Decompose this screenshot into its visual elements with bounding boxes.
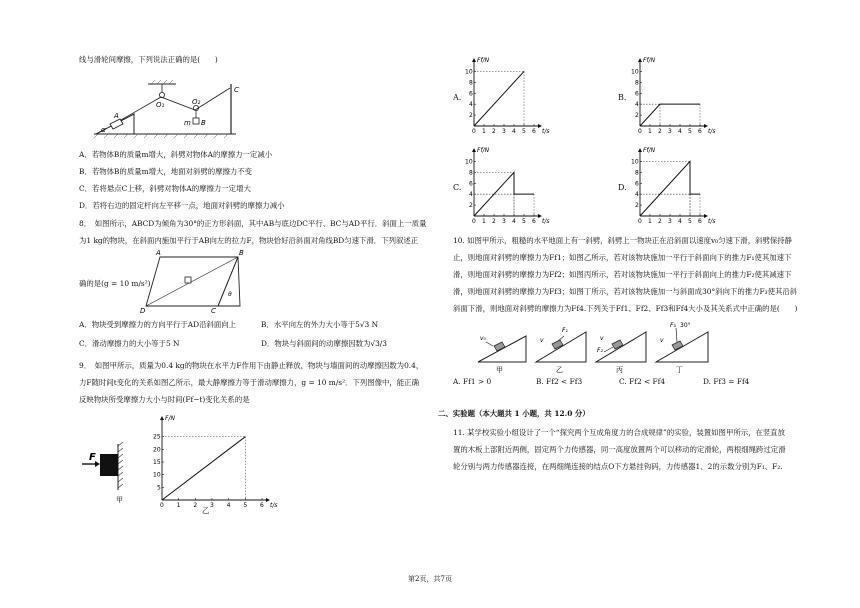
x-tick-label: 3	[668, 128, 672, 135]
x-tick-label: 2	[492, 218, 496, 225]
x-axis-label: t/s	[270, 502, 278, 509]
y-tick-label: 10	[631, 68, 639, 76]
q9-figure-jia	[82, 442, 132, 514]
q10-label-ding: 丁	[676, 366, 683, 374]
y-tick-label: 6	[635, 180, 639, 188]
y-tick-label: 8	[469, 79, 473, 87]
q8-figure	[138, 248, 254, 314]
y-tick-label: 4	[469, 101, 473, 109]
q11-line2: 置的木板上部附近两侧，固定两个力传感器，同一高度放置两个可以移动的定滑轮，两根细绳跨过定滑	[453, 445, 786, 454]
q9-figure-yi	[148, 414, 278, 514]
x-tick-label: 0	[638, 218, 642, 225]
x-tick-label: 3	[502, 218, 506, 225]
q10-line5: 斜面下滑，则地面对斜劈的摩擦力为Ff4.下列关于Ff1、Ff2、Ff3和Ff4大小及其关系式中正确的是( )	[453, 304, 798, 313]
y-tick-label: 2	[469, 112, 473, 120]
graph-option-b: B.	[618, 93, 627, 102]
q10-line3: 滑，则地面对斜劈的摩擦力为Ff2；如图丙所示，若对该物块施加一平行于斜面向上的推力F₂使其减速下	[453, 270, 792, 279]
x-tick-label: 5	[688, 128, 692, 135]
label-O1: O₁	[156, 101, 165, 109]
q8-label-D: D	[140, 307, 146, 314]
y-tick-label: 5	[157, 484, 161, 492]
svg-text:v: v	[660, 337, 664, 344]
x-tick-label: 2	[658, 218, 662, 225]
q7-option-d: D．若将右边的固定杆向左平移一点，地面对斜劈的摩擦力减小	[79, 201, 285, 210]
graph-option-c: C.	[453, 183, 462, 192]
series-line	[640, 104, 700, 126]
q9-line2: 力F随时间t变化的关系如图乙所示，最大静摩擦力等于滑动摩擦力，g = 10 m/s²．下列图像中，能正确	[79, 378, 419, 387]
y-tick-label: 8	[635, 169, 639, 177]
label-B: B	[201, 119, 206, 127]
q10-figures	[476, 318, 714, 374]
svg-text:30°: 30°	[680, 322, 691, 329]
q7-option-a: A．若物体B的质量m增大，斜劈对物体A的摩擦力一定减小	[79, 150, 273, 159]
q8-label-A: A	[156, 249, 161, 257]
x-tick-label: 1	[482, 128, 486, 135]
x-tick-label: 0	[160, 502, 164, 509]
y-axis-label: Ff/N	[477, 57, 490, 64]
x-tick-label: 6	[532, 218, 536, 225]
q10-fig-yi	[536, 327, 586, 362]
y-tick-label: 20	[153, 446, 161, 454]
y-tick-label: 25	[153, 433, 161, 441]
q10-fig-bing	[596, 332, 646, 362]
q7-figure	[94, 78, 254, 140]
q7-tail: 线与滑轮间摩擦，下列说法正确的是( )	[79, 55, 218, 64]
label-alpha: α	[101, 126, 106, 134]
x-tick-label: 3	[668, 218, 672, 225]
q8-option-d: D．物块与斜面间的动摩擦因数为√3/3	[261, 339, 387, 348]
q10-option-b: B. Ff2 < Ff3	[536, 377, 583, 386]
q7-option-c: C．若将悬点C上移，斜劈对物体A的摩擦力一定增大	[79, 184, 251, 193]
q10-label-jia: 甲	[496, 366, 503, 374]
graph-option-a: A.	[453, 93, 462, 102]
x-axis-label: t/s	[708, 218, 716, 225]
graph-a	[462, 56, 552, 138]
q8-label-C: C	[211, 307, 216, 314]
q8-line2: 为1 kg的物块，在斜面内施加平行于AB向左的拉力F，物块恰好沿斜面对角线BD匀速下滑．下列叙述正	[79, 236, 419, 245]
y-tick-label: 10	[153, 471, 161, 479]
graph-d	[628, 146, 718, 228]
q9-label-jia: 甲	[116, 496, 123, 504]
q10-label-yi: 乙	[556, 366, 563, 374]
q8-label-theta: θ	[228, 291, 232, 298]
x-tick-label: 6	[260, 502, 264, 509]
x-tick-label: 1	[648, 128, 652, 135]
y-tick-label: 10	[465, 68, 473, 76]
x-axis-label: t/s	[708, 128, 716, 135]
y-axis-arrow	[472, 58, 476, 62]
x-tick-label: 2	[193, 502, 198, 509]
q10-fig-jia	[478, 335, 526, 362]
y-tick-label: 4	[469, 191, 473, 199]
svg-text:v: v	[540, 337, 544, 344]
label-O2: O₂	[192, 98, 201, 106]
x-tick-label: 0	[472, 128, 476, 135]
y-tick-label: 2	[469, 202, 473, 210]
q10-line1: 10. 如图甲所示，粗糙的水平地面上有一斜劈，斜劈上一物块正在沿斜面以速度v₀匀速下滑，斜劈保持静	[453, 236, 793, 245]
graph-option-d: D.	[618, 183, 627, 192]
y-tick-label: 15	[153, 459, 161, 466]
y-tick-label: 6	[635, 90, 639, 98]
q10-option-c: C. Ff2 < Ff4	[619, 377, 666, 386]
q9-label-F: F	[89, 452, 96, 463]
q8-line3: 确的是(g = 10 m/s²)	[79, 279, 151, 288]
y-axis-arrow	[638, 148, 642, 152]
svg-text:F₃: F₃	[670, 322, 676, 329]
q10-option-d: D. Ff3 = Ff4	[703, 377, 750, 386]
q11-line3: 轮分别与两力传感器连接，在两细绳连接的结点O下方悬挂钩码，力传感器1、2的示数分别为F₁、F₂.	[453, 462, 783, 471]
y-tick-label: 6	[469, 180, 473, 188]
y-axis-label: F/N	[165, 415, 175, 422]
y-tick-label: 10	[631, 158, 639, 166]
y-axis-arrow	[472, 148, 476, 152]
graph-b	[628, 56, 718, 138]
x-tick-label: 4	[512, 218, 516, 225]
x-tick-label: 5	[243, 502, 248, 509]
q7-option-b: B．若物体B的质量m增大，地面对斜劈的摩擦力不变	[79, 167, 253, 176]
q9-label-yi: 乙	[202, 506, 210, 515]
x-tick-label: 0	[638, 128, 642, 135]
x-tick-label: 0	[472, 218, 476, 225]
q10-fig-ding	[656, 322, 708, 362]
q8-option-b: B．水平向左的外力大小等于5√3 N	[261, 320, 379, 329]
x-tick-label: 6	[698, 218, 702, 225]
x-tick-label: 4	[678, 128, 682, 135]
x-tick-label: 3	[210, 502, 214, 509]
y-tick-label: 6	[469, 90, 473, 98]
x-tick-label: 2	[492, 128, 496, 135]
y-tick-label: 4	[635, 191, 639, 199]
svg-text:F₂: F₂	[597, 347, 603, 354]
x-tick-label: 6	[698, 128, 702, 135]
y-tick-label: 8	[469, 169, 473, 177]
x-tick-label: 4	[226, 502, 231, 509]
y-tick-label: 2	[635, 112, 639, 120]
y-axis-arrow	[160, 416, 164, 420]
graph-c	[462, 146, 552, 228]
q11-line1: 11. 某学校实验小组设计了一个“探究两个互成角度力的合成规律”的实验，装置如图甲所示，在竖直放	[453, 428, 786, 437]
x-tick-label: 4	[512, 128, 516, 135]
x-tick-label: 1	[482, 218, 486, 225]
x-tick-label: 3	[502, 128, 506, 135]
x-tick-label: 5	[522, 218, 526, 225]
y-tick-label: 8	[635, 79, 639, 87]
q9-line1: 9． 如图甲所示，质量为0.4 kg的物块在水平力F作用下由静止释放，物块与墙面间的动摩擦因数为0.4，	[79, 361, 424, 370]
x-tick-label: 5	[688, 218, 692, 225]
label-m: m	[184, 119, 191, 127]
x-tick-label: 5	[522, 128, 526, 135]
label-A: A	[114, 112, 119, 120]
series-line	[474, 71, 524, 126]
y-tick-label: 2	[635, 202, 639, 210]
x-tick-label: 6	[532, 128, 536, 135]
q8-label-B: B	[239, 249, 244, 257]
svg-text:v: v	[600, 335, 604, 342]
x-tick-label: 2	[658, 128, 662, 135]
svg-text:F₁: F₁	[562, 327, 568, 334]
series-line	[640, 161, 700, 216]
q10-option-a: A. Ff1 > 0	[453, 377, 492, 386]
q9-line3: 反映物块所受摩擦力大小与时间(Ff−t)变化关系的是	[79, 395, 250, 404]
x-axis-label: t/s	[542, 128, 550, 135]
y-tick-label: 4	[635, 101, 639, 109]
q8-option-c: C．滑动摩擦力的大小等于5 N	[79, 339, 180, 348]
page-footer: 第2页，共7页	[408, 575, 452, 583]
q8-line1: 8． 如图所示，ABCD为倾角为30°的正方形斜面，其中AB与底边DC平行、BC与AD平行．斜面上一质量	[79, 219, 427, 228]
series-line	[162, 437, 245, 500]
x-tick-label: 4	[678, 218, 682, 225]
y-axis-label: Ff/N	[643, 57, 656, 64]
x-tick-label: 1	[648, 218, 652, 225]
q8-option-a: A．物块受到摩擦力的方向平行于AD沿斜面向上	[79, 320, 237, 329]
label-C: C	[234, 86, 239, 94]
y-tick-label: 10	[465, 158, 473, 166]
y-axis-label: Ff/N	[643, 147, 656, 154]
x-tick-label: 1	[176, 502, 181, 509]
svg-text:v₀: v₀	[480, 335, 486, 342]
section-title: 二、实验题（本大题共 1 小题，共 12.0 分）	[438, 409, 590, 418]
y-axis-arrow	[638, 58, 642, 62]
x-axis-label: t/s	[542, 218, 550, 225]
q10-label-bing: 丙	[616, 366, 623, 374]
q10-line4: 滑，则地面对斜劈的摩擦力为Ff3；如图丁所示，若对该物块施加一与斜面成30°斜向下的推力F₃使其沿斜	[453, 287, 798, 296]
q10-line2: 止，则地面对斜劈的摩擦力为Ff1；如图乙所示，若对该物块施加一平行于斜面向下的推力F₁使其加速下	[453, 253, 792, 262]
y-axis-label: Ff/N	[477, 147, 490, 154]
